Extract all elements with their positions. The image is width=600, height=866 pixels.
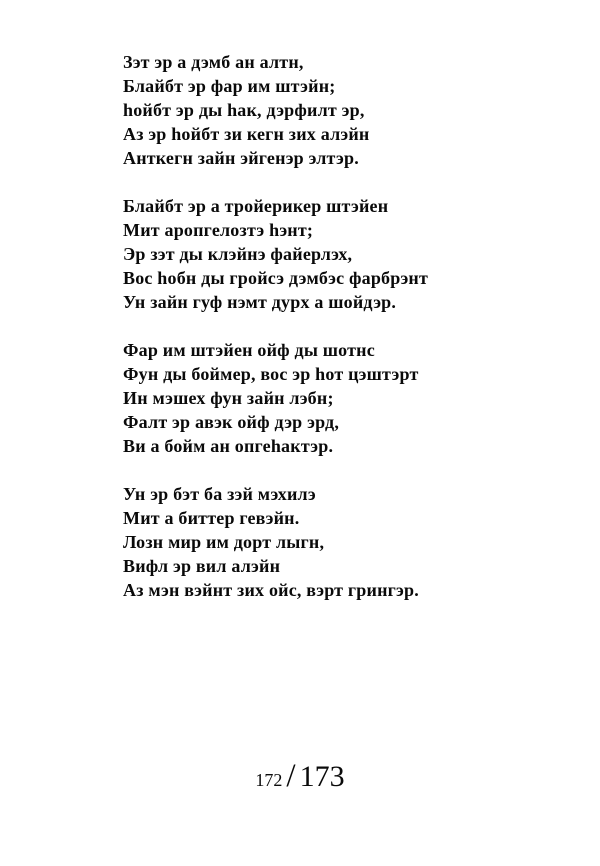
poem-line: Фун ды боймер, вос эр hот цэштэрт	[123, 364, 419, 384]
poem-stanza-4	[123, 482, 428, 602]
total-pages-number: 173	[299, 760, 345, 793]
poem-line: Ви а бойм ан опгеhактэр.	[123, 436, 334, 456]
poem-line: Вос hобн ды гройсэ дэмбэс фарбрэнт	[123, 268, 429, 288]
poem-line: Лозн мир им дорт лыгн,	[123, 532, 325, 552]
poem-line: Ун зайн гуф нэмт дурх а шойдэр.	[123, 292, 397, 312]
poem-line: Аз эр hойбт зи кегн зих алэйн	[123, 124, 370, 144]
poem-line: Вифл эр вил алэйн	[123, 556, 281, 576]
poem-text	[123, 50, 428, 602]
poem-line: Фалт эр авэк ойф дэр эрд,	[123, 412, 340, 432]
poem-line: Мит аропгелозтэ hэнт;	[123, 220, 314, 240]
poem-line: hойбт эр ды hак, дэрфилт эр,	[123, 100, 365, 120]
poem-line: Мит а биттер гевэйн.	[123, 508, 300, 528]
poem-line: Анткегн зайн эйгенэр элтэр.	[123, 148, 359, 168]
poem-stanza-3	[123, 338, 428, 458]
poem-line: Ун эр бэт ба зэй мэхилэ	[123, 484, 316, 504]
page-indicator	[0, 758, 600, 795]
poem-line: Зэт эр а дэмб ан алтн,	[123, 52, 304, 72]
poem-line: Эр зэт ды клэйнэ файерлэх,	[123, 244, 353, 264]
poem-line: Ин мэшех фун зайн лэбн;	[123, 388, 334, 408]
poem-stanza-2	[123, 194, 428, 314]
poem-line: Аз мэн вэйнт зих ойс, вэрт грингэр.	[123, 580, 419, 600]
poem-line: Блайбт эр фар им штэйн;	[123, 76, 336, 96]
page-separator-slash: /	[286, 758, 296, 794]
poem-line: Блайбт эр а тройерикер штэйен	[123, 196, 389, 216]
current-page-number: 172	[255, 770, 283, 790]
poem-line: Фар им штэйен ойф ды шотнс	[123, 340, 375, 360]
poem-stanza-1	[123, 50, 428, 170]
